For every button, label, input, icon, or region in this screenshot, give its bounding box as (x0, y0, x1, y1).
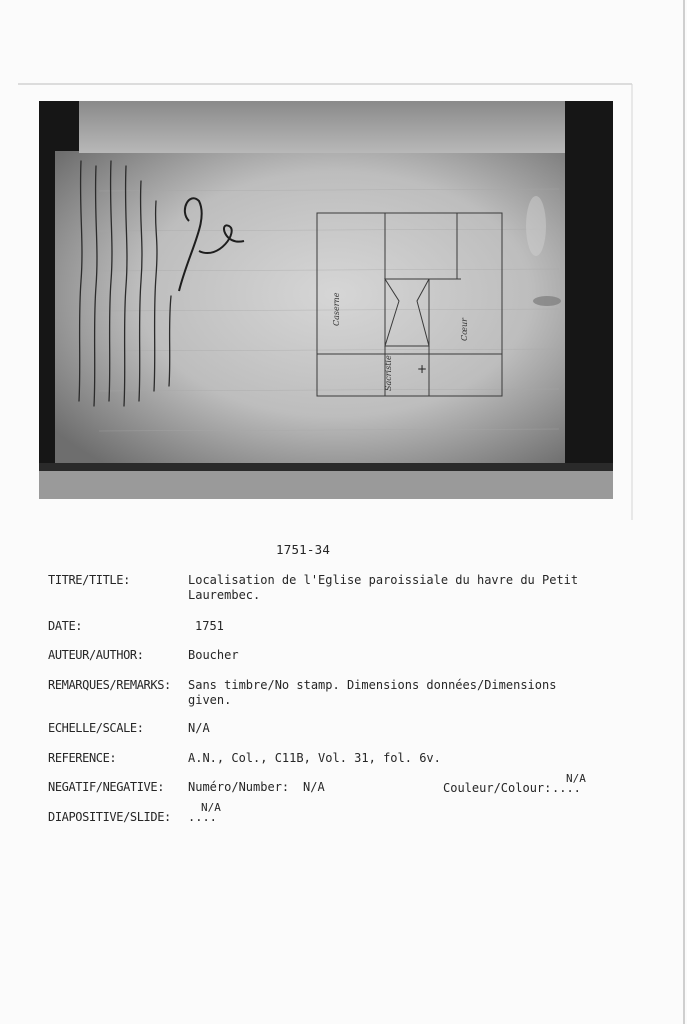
colour-dots: .... (552, 781, 581, 795)
remarks-label: REMARQUES/REMARKS: (48, 678, 171, 692)
slide-dots: .... (188, 810, 217, 824)
author-value: Boucher (188, 648, 239, 662)
scale-label: ECHELLE/SCALE: (48, 721, 144, 735)
title-value: Localisation de l'Eglise paroissiale du havre du Petit Laurembec. (188, 573, 579, 602)
title-label: TITRE/TITLE: (48, 573, 130, 587)
colour-value: N/A (566, 772, 586, 785)
date-label: DATE: (48, 619, 83, 633)
negative-number-label: Numéro/Number: (188, 780, 290, 794)
reference-label: REFERENCE: (48, 751, 117, 765)
author-label: AUTEUR/AUTHOR: (48, 648, 144, 662)
date-value: 1751 (195, 619, 224, 633)
scale-value: N/A (188, 721, 210, 735)
reference-value: A.N., Col., C11B, Vol. 31, fol. 6v. (188, 751, 441, 765)
remarks-value: Sans timbre/No stamp. Dimensions données/Dimensions given. (188, 678, 557, 707)
negative-label: NEGATIF/NEGATIVE: (48, 780, 165, 794)
negative-number-value: N/A (303, 780, 325, 794)
catalog-number: 1751-34 (276, 542, 331, 557)
plan-label-choir: Cœur (460, 317, 469, 341)
slide-label: DIAPOSITIVE/SLIDE: (48, 810, 171, 824)
svg-text:+: + (417, 362, 428, 376)
colour-label: Couleur/Colour: (443, 781, 552, 795)
slide-value: N/A (201, 801, 221, 814)
archival-photograph (39, 101, 613, 499)
plan-label-main: Caserne (332, 292, 341, 326)
plan-label-sacristy: Sacristie (384, 355, 393, 391)
